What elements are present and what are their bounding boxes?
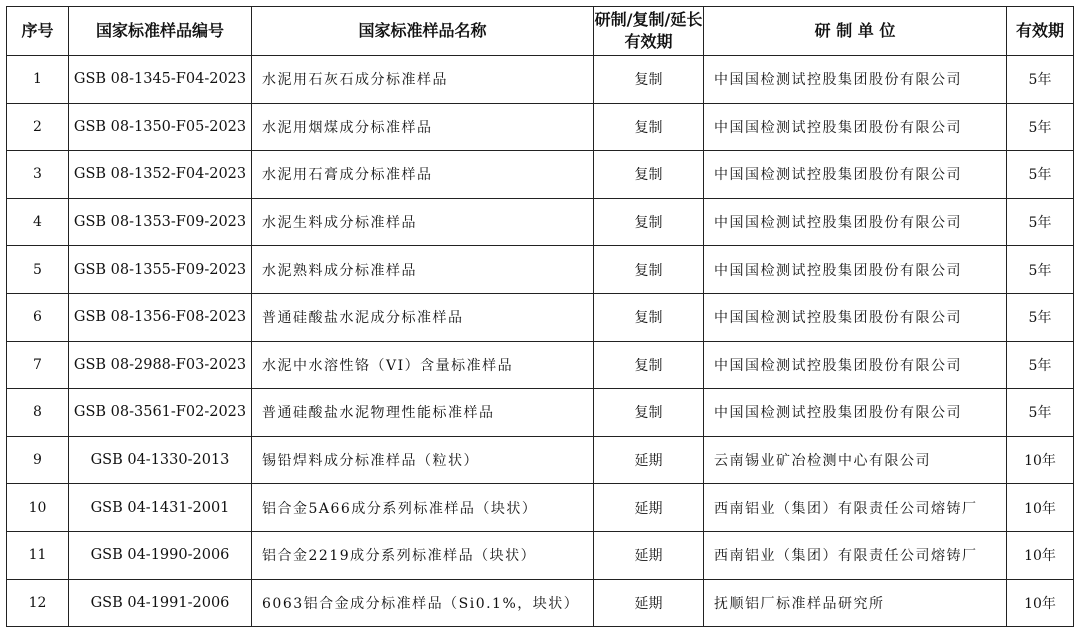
cell-number: 10 <box>7 484 69 532</box>
cell-sample-code: GSB 08-3561-F02-2023 <box>69 389 252 437</box>
header-unit: 研 制 单 位 <box>704 7 1007 56</box>
table-body <box>7 56 1074 627</box>
standard-samples-table-container <box>6 6 1073 630</box>
cell-validity: 5年 <box>1007 389 1074 437</box>
cell-sample-name: 水泥用烟煤成分标准样品 <box>252 103 594 151</box>
cell-sample-name: 6063铝合金成分标准样品（Si0.1%，块状） <box>252 579 594 627</box>
cell-unit: 中国国检测试控股集团股份有限公司 <box>704 103 1007 151</box>
cell-number: 9 <box>7 436 69 484</box>
table-row <box>7 56 1074 104</box>
standard-samples-table <box>6 6 1074 627</box>
header-sample-code: 国家标准样品编号 <box>69 7 252 56</box>
table-row <box>7 436 1074 484</box>
cell-number: 1 <box>7 56 69 104</box>
cell-sample-code: GSB 04-1330-2013 <box>69 436 252 484</box>
cell-unit: 中国国检测试控股集团股份有限公司 <box>704 198 1007 246</box>
cell-type: 延期 <box>594 531 704 579</box>
table-row <box>7 151 1074 199</box>
cell-unit: 中国国检测试控股集团股份有限公司 <box>704 151 1007 199</box>
cell-validity: 5年 <box>1007 56 1074 104</box>
table-row <box>7 531 1074 579</box>
header-row <box>7 7 1074 56</box>
cell-validity: 5年 <box>1007 293 1074 341</box>
cell-sample-code: GSB 08-1355-F09-2023 <box>69 246 252 294</box>
cell-unit: 中国国检测试控股集团股份有限公司 <box>704 293 1007 341</box>
cell-sample-name: 水泥用石膏成分标准样品 <box>252 151 594 199</box>
cell-unit: 中国国检测试控股集团股份有限公司 <box>704 341 1007 389</box>
cell-sample-name: 普通硅酸盐水泥物理性能标准样品 <box>252 389 594 437</box>
table-row <box>7 293 1074 341</box>
cell-sample-code: GSB 08-2988-F03-2023 <box>69 341 252 389</box>
cell-number: 2 <box>7 103 69 151</box>
cell-sample-name: 水泥熟料成分标准样品 <box>252 246 594 294</box>
cell-type: 复制 <box>594 293 704 341</box>
cell-number: 6 <box>7 293 69 341</box>
table-row <box>7 246 1074 294</box>
cell-sample-code: GSB 08-1353-F09-2023 <box>69 198 252 246</box>
cell-unit: 抚顺铝厂标准样品研究所 <box>704 579 1007 627</box>
cell-type: 复制 <box>594 389 704 437</box>
cell-number: 12 <box>7 579 69 627</box>
cell-sample-code: GSB 08-1356-F08-2023 <box>69 293 252 341</box>
cell-sample-name: 锡铅焊料成分标准样品（粒状） <box>252 436 594 484</box>
cell-validity: 10年 <box>1007 531 1074 579</box>
cell-unit: 西南铝业（集团）有限责任公司熔铸厂 <box>704 531 1007 579</box>
cell-sample-code: GSB 08-1350-F05-2023 <box>69 103 252 151</box>
cell-number: 5 <box>7 246 69 294</box>
header-sample-name: 国家标准样品名称 <box>252 7 594 56</box>
cell-sample-name: 铝合金2219成分系列标准样品（块状） <box>252 531 594 579</box>
cell-validity: 5年 <box>1007 151 1074 199</box>
header-validity: 有效期 <box>1007 7 1074 56</box>
cell-type: 复制 <box>594 151 704 199</box>
cell-sample-name: 水泥生料成分标准样品 <box>252 198 594 246</box>
cell-sample-name: 普通硅酸盐水泥成分标准样品 <box>252 293 594 341</box>
cell-number: 7 <box>7 341 69 389</box>
cell-type: 延期 <box>594 436 704 484</box>
cell-sample-code: GSB 04-1990-2006 <box>69 531 252 579</box>
header-type: 研制/复制/延长有效期 <box>594 7 704 56</box>
cell-sample-name: 铝合金5A66成分系列标准样品（块状） <box>252 484 594 532</box>
cell-type: 复制 <box>594 246 704 294</box>
cell-type: 复制 <box>594 56 704 104</box>
cell-sample-code: GSB 04-1431-2001 <box>69 484 252 532</box>
cell-unit: 中国国检测试控股集团股份有限公司 <box>704 389 1007 437</box>
cell-sample-code: GSB 08-1352-F04-2023 <box>69 151 252 199</box>
cell-unit: 西南铝业（集团）有限责任公司熔铸厂 <box>704 484 1007 532</box>
cell-number: 4 <box>7 198 69 246</box>
cell-sample-name: 水泥用石灰石成分标准样品 <box>252 56 594 104</box>
cell-validity: 5年 <box>1007 341 1074 389</box>
table-row <box>7 579 1074 627</box>
cell-validity: 10年 <box>1007 436 1074 484</box>
cell-unit: 云南锡业矿冶检测中心有限公司 <box>704 436 1007 484</box>
cell-validity: 10年 <box>1007 579 1074 627</box>
cell-sample-code: GSB 08-1345-F04-2023 <box>69 56 252 104</box>
table-row <box>7 103 1074 151</box>
table-row <box>7 389 1074 437</box>
cell-validity: 5年 <box>1007 246 1074 294</box>
cell-type: 复制 <box>594 341 704 389</box>
header-number: 序号 <box>7 7 69 56</box>
cell-number: 11 <box>7 531 69 579</box>
cell-unit: 中国国检测试控股集团股份有限公司 <box>704 56 1007 104</box>
cell-type: 复制 <box>594 103 704 151</box>
table-row <box>7 341 1074 389</box>
table-row <box>7 198 1074 246</box>
table-row <box>7 484 1074 532</box>
cell-unit: 中国国检测试控股集团股份有限公司 <box>704 246 1007 294</box>
cell-sample-code: GSB 04-1991-2006 <box>69 579 252 627</box>
cell-number: 8 <box>7 389 69 437</box>
cell-validity: 5年 <box>1007 103 1074 151</box>
cell-validity: 10年 <box>1007 484 1074 532</box>
cell-type: 延期 <box>594 484 704 532</box>
cell-type: 复制 <box>594 198 704 246</box>
cell-validity: 5年 <box>1007 198 1074 246</box>
cell-sample-name: 水泥中水溶性铬（VI）含量标准样品 <box>252 341 594 389</box>
cell-number: 3 <box>7 151 69 199</box>
cell-type: 延期 <box>594 579 704 627</box>
